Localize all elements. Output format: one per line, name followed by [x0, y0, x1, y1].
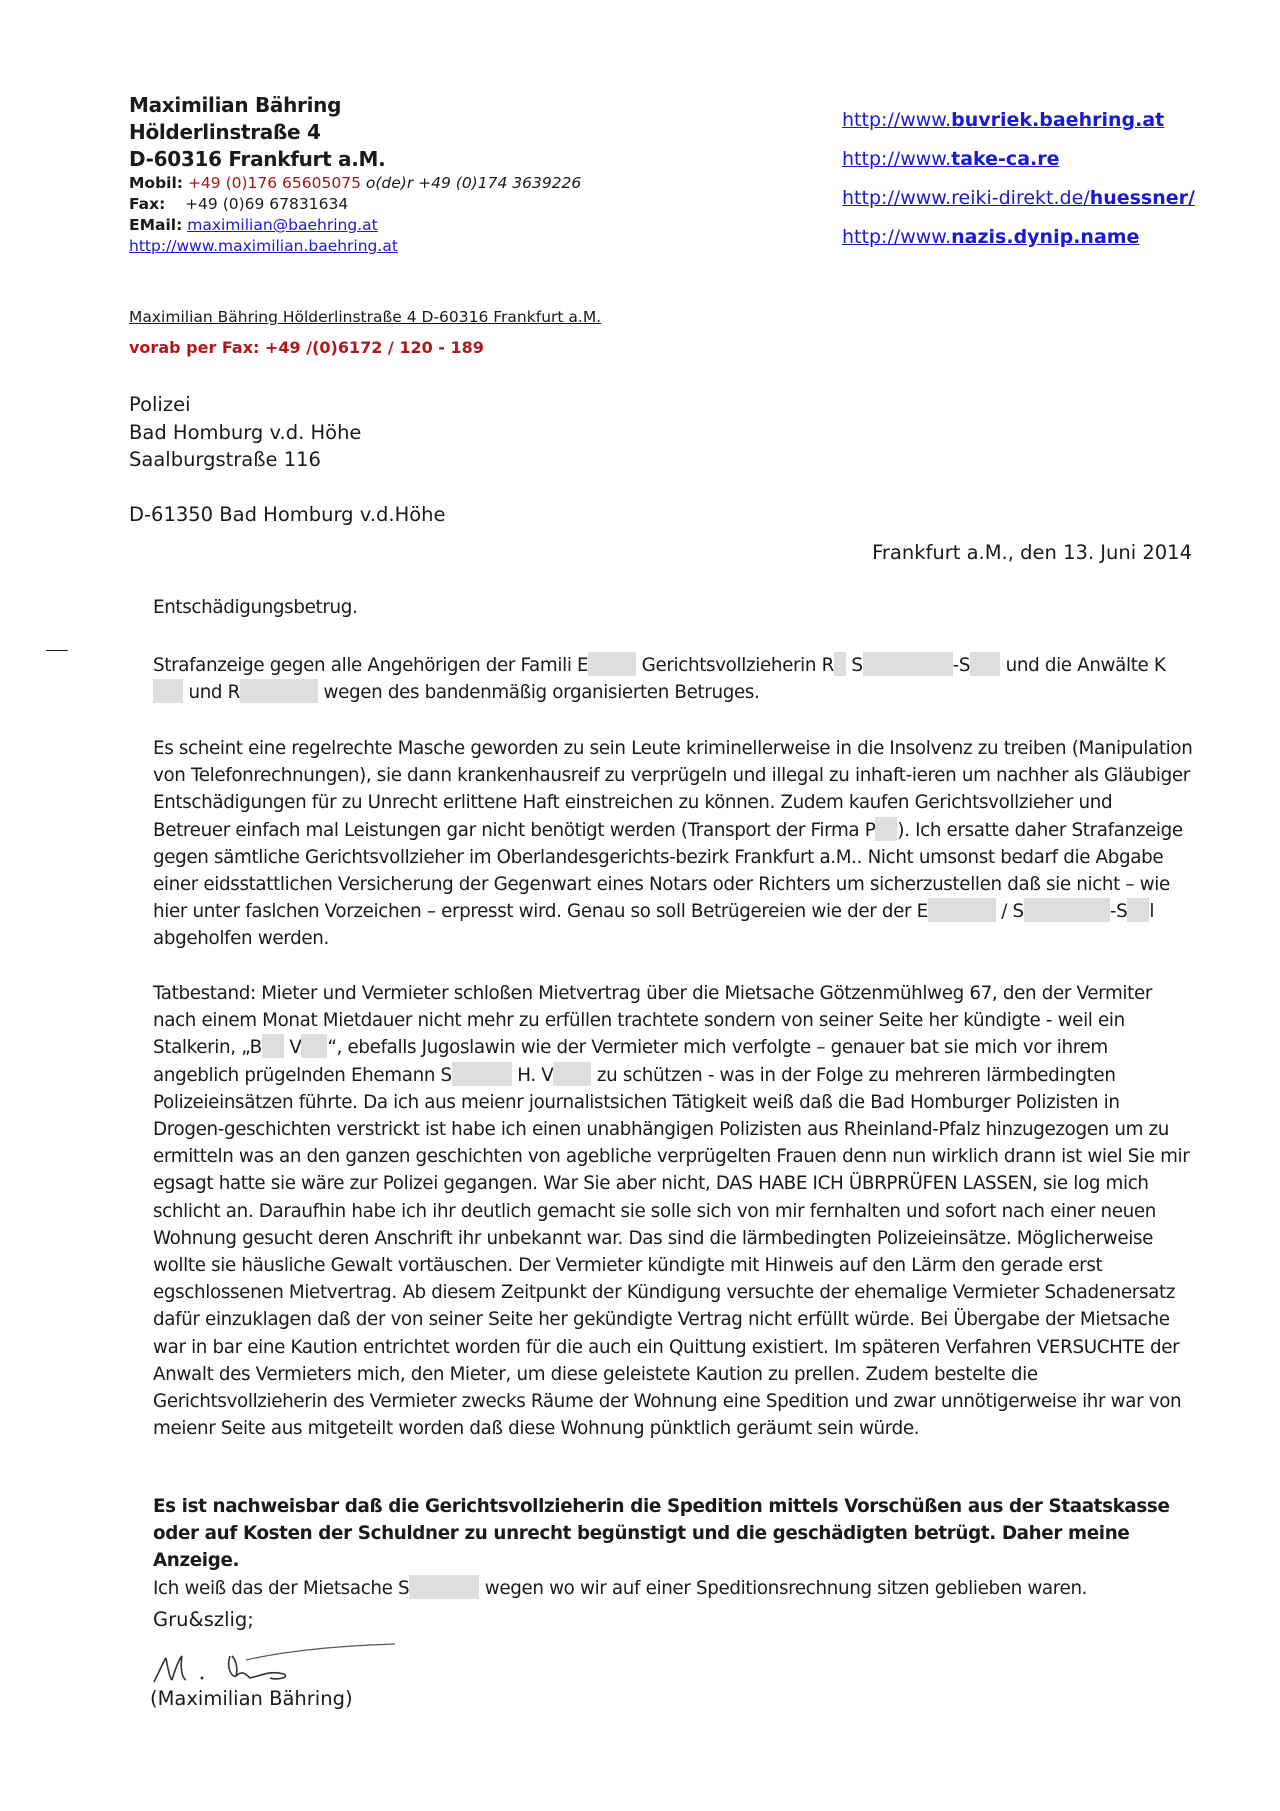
paragraph-complaint: Strafanzeige gegen alle Angehörigen der Famili E Gerichtsvollzieherin R S -S und die Anwälte K und R wegen des bandenmäßig organisierten Betruges. [153, 652, 1193, 706]
signature-icon [150, 1640, 400, 1694]
recipient-address: Polizei Bad Homburg v.d. Höhe Saalburgstraße 116 D-61350 Bad Homburg v.d.Höhe [129, 393, 446, 526]
redaction-block [452, 1062, 512, 1086]
website-link[interactable]: http://www.maximilian.baehring.at [129, 237, 398, 255]
redaction-block [1127, 898, 1149, 922]
sender-city: D-60316 Frankfurt a.M. [129, 147, 386, 171]
redaction-block [863, 652, 953, 676]
sender-block [129, 92, 581, 257]
external-link-2[interactable]: http://www.take-ca.re [842, 148, 1060, 170]
redaction-block [301, 1034, 327, 1058]
sender-fax: Fax: +49 (0)69 67831634 [129, 195, 349, 213]
sender-email: EMail: maximilian@baehring.at [129, 216, 378, 234]
redaction-block [553, 1062, 591, 1086]
redaction-block [875, 817, 897, 841]
redaction-block [928, 898, 996, 922]
redaction-block [834, 652, 846, 676]
redaction-block [240, 679, 318, 703]
signature-name: (Maximilian Bähring) [150, 1687, 353, 1710]
redaction-block [262, 1034, 284, 1058]
paragraph-facts: Tatbestand: Mieter und Vermieter schloßen Mietvertrag über die Mietsache Götzenmühlweg 67, den der Vermiter nach einem Monat Mietdauer nicht mehr zu erfüllen trachtete sondern von seiner Seite her kündigte - weil ein Stalkerin, „B V “, ebefalls Jugoslawin wie der Vermieter mich verfolgte – genauer bat sie mich vor ihrem angeblich prügelnden Ehemann S H. V zu schützen - was in der Folge zu mehreren lärmbedingten Polizeieinsätzen führte. Da ich aus meienr journalistsichen Tätigkeit weiß daß die Bad Homburger Polizisten in Drogen-geschichten verstrickt ist habe ich einen unabhängigen Polizisten aus Rheinland-Pfalz hinzugezogen um zu ermitteln was an den ganzen geschichten von agebliche verprügelten Frauen denn nun wirklich drann ist wiel Sie mir egsagt hatte sie wäre zur Polizei gegangen. War Sie aber nicht, DAS HABE ICH ÜBRPRÜFEN LASSEN, sie log mich schlicht an. Daraufhin habe ich ihr deutlich gemacht sie solle sich von mir fernhalten und sofort nach einer neuen Wohnung gesucht deren Anschrift ihr unbekannt war. Das sind die lärmbedingten Polizeieinsätze. Möglicherweise wollte sie häusliche Gewalt vortäuschen. Der Vermieter kündigte mit Hinweis auf den Lärm den gerade erst egschlossenen Mietvertrag. Ab diesem Zeitpunkt der Kündigung versuchte der ehemalige Vermieter Schadenersatz dafür einzuklagen daß der von seiner Seite her gekündigte Vertrag nicht erfüllt würde. Bei Übergabe der Mietsache war in bar eine Kaution entrichtet worden für die auch ein Quittung existiert. Im späteren Verfahren VERSUCHTE der Anwalt des Vermieters mich, den Mieter, um diese geleistete Kaution zu prellen. Zudem bestelte die Gerichtsvollzieherin des Vermieter zwecks Räume der Wohnung eine Spedition und zwar unnötigerweise ihr war von meienr Seite aus mitgeteilt worden daß diese Wohnung pünktlich geräumt sein würde. [153, 983, 1190, 1440]
redaction-block [588, 652, 636, 676]
redaction-block [409, 1575, 479, 1599]
external-link-3[interactable]: http://www.reiki-direkt.de/huessner/ [842, 187, 1195, 209]
sender-mobile: Mobil: +49 (0)176 65605075 o(de)r +49 (0)174 3639226 [129, 174, 582, 192]
sender-street: Hölderlinstraße 4 [129, 120, 321, 144]
redaction-block [1024, 898, 1110, 922]
redaction-block [153, 679, 183, 703]
external-link-1[interactable]: http://www.buvriek.baehring.at [842, 109, 1165, 131]
closing-salutation: Gru&szlig; [153, 1608, 254, 1631]
letter-subject: Entschädigungsbetrug. [153, 597, 358, 618]
letter-date: Frankfurt a.M., den 13. Juni 2014 [872, 541, 1192, 564]
return-address-line: Maximilian Bähring Hölderlinstraße 4 D-60316 Frankfurt a.M. [129, 308, 602, 326]
mobile-secondary: +49 (0)174 3639226 [418, 174, 582, 192]
mobile-primary: +49 (0)176 65605075 [187, 174, 361, 192]
margin-fold-mark [46, 650, 68, 651]
redaction-block [970, 652, 1000, 676]
fax-notice: vorab per Fax: +49 /(0)6172 / 120 - 189 [129, 338, 484, 357]
email-link[interactable]: maximilian@baehring.at [187, 216, 378, 234]
paragraph-allegation: Es scheint eine regelrechte Masche geworden zu sein Leute kriminellerweise in die Insolvenz zu treiben (Manipulation von Telefonrechnungen), sie dann krankenhausreif zu verprügeln und illegal zu inhaft-ieren um nachher als Gläubiger Entschädigungen für zu Unrecht erlittene Haft einstreichen zu können. Zudem kaufen Gerichtsvollzieher und Betreuer einfach mal Leistungen gar nicht benötigt werden (Transport der Firma P ). Ich ersatte daher Strafanzeige gegen sämtliche Gerichtsvollzieher im Oberlandesgerichts-bezirk Frankfurt a.M.. Nicht umsonst bedarf die Abgabe einer eidsstattlichen Versicherung der Gegenwart eines Notars oder Richters um sicherzustellen daß sie nicht – wie hier unter faslchen Vorzeichen – erpresst wird. Genau so soll Betrügereien wie der der E / S -S l abgeholfen werden. [153, 738, 1193, 950]
external-link-4[interactable]: http://www.nazis.dynip.name [842, 226, 1140, 248]
external-links [842, 101, 1195, 257]
paragraph-conclusion: Es ist nachweisbar daß die Gerichtsvollzieherin die Spedition mittels Vorschüßen aus der Staatskasse oder auf Kosten der Schuldner zu unrecht begünstigt und die geschädigten betrügt. Daher meine Anzeige. Ich weiß das der Mietsache S wegen wo wir auf einer Speditionsrechnung sitzen geblieben waren. [153, 1496, 1170, 1599]
sender-name: Maximilian Bähring [129, 93, 342, 117]
